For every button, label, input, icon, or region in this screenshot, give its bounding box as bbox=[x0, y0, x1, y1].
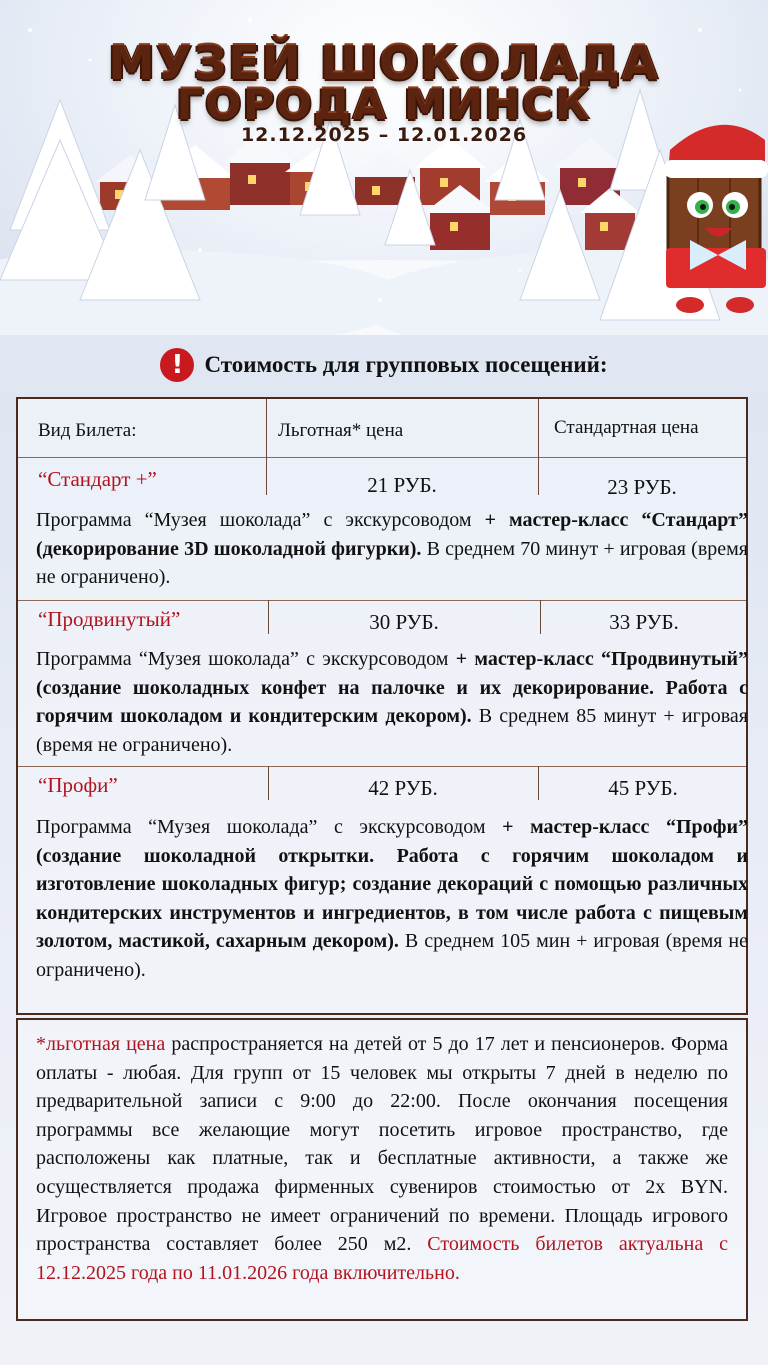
event-dates: 12.12.2025 – 12.01.2026 bbox=[240, 124, 528, 146]
standard-price: 23 РУБ. bbox=[607, 475, 677, 499]
ticket-name: “Стандарт +” bbox=[38, 467, 157, 491]
price-table bbox=[16, 397, 748, 1015]
row-divider bbox=[18, 766, 746, 767]
section-header bbox=[0, 348, 768, 382]
museum-title: МУЗЕЙ ШОКОЛАДА bbox=[108, 36, 660, 90]
footnote-lead: *льготная цена bbox=[36, 1033, 166, 1055]
footnote-validity: Стоимость билетов актуальна с 12.12.2025 года по 11.01.2026 года включительно. bbox=[36, 1233, 728, 1284]
footnote-body: распространяется на детей от 5 до 17 лет и пенсионеров. Форма оплаты - любая. Для групп от 15 человек мы открыты 7 дней в неделю по предварительной записи с 9:00 до 22:00. После окончания посещения программы все желающие могут посетить игровое пространство, где расположены как платные, так и бесплатные активности, а также же осуществляется продажа фирменных сувениров стоимостью от 2х BYN. Игровое пространство не имеет ограничений по времени. Площадь игрового пространства составляет более 250 м2. bbox=[36, 1033, 728, 1256]
ticket-description: Программа “Музея шоколада” с экскурсоводом + мастер-класс “Стандарт” (декорирование 3D шоколадной фигурки). В среднем 70 минут + игровая (время не ограничено). bbox=[36, 509, 748, 588]
reduced-price: 21 РУБ. bbox=[367, 473, 437, 497]
reduced-price: 42 РУБ. bbox=[368, 776, 438, 800]
column-divider bbox=[266, 399, 267, 457]
standard-price: 45 РУБ. bbox=[608, 776, 678, 800]
reduced-price: 30 РУБ. bbox=[369, 610, 439, 634]
hero-banner bbox=[0, 0, 768, 335]
header-standard-price: Стандартная цена bbox=[554, 417, 699, 438]
column-divider bbox=[538, 399, 539, 457]
standard-price: 33 РУБ. bbox=[609, 610, 679, 634]
chocolate-mascot bbox=[664, 125, 768, 313]
header-ticket-type: Вид Билета: bbox=[38, 420, 137, 441]
exclamation-icon: ! bbox=[160, 348, 194, 382]
city-title: ГОРОДА МИНСК bbox=[176, 80, 592, 129]
row-divider bbox=[18, 600, 746, 601]
section-title: Стоимость для групповых посещений: bbox=[204, 352, 608, 377]
ticket-name: “Профи” bbox=[38, 773, 118, 797]
ticket-name: “Продвинутый” bbox=[38, 607, 181, 631]
pricing-footnote bbox=[16, 1018, 748, 1321]
row-divider bbox=[18, 457, 746, 458]
ticket-description: Программа “Музея шоколада” с экскурсоводом + мастер-класс “Продвинутый” (создание шоколадных конфет на палочке и их декорирование. Работа с горячим шоколадом и кондитерским декором). В среднем 85 минут + игровая (время не ограничено). bbox=[36, 648, 748, 756]
header-reduced-price: Льготная* цена bbox=[278, 420, 404, 441]
ticket-description: Программа “Музея шоколада” с экскурсоводом + мастер-класс “Профи” (создание шоколадной открытки. Работа с горячим шоколадом и изготовление шоколадных фигур; создание декораций с помощью различных кондитерских инструментов и ингредиентов, в том числе работа с пищевым золотом, мастикой, сахарным декором). В среднем 105 мин + игровая (время не ограничено). bbox=[36, 816, 748, 981]
